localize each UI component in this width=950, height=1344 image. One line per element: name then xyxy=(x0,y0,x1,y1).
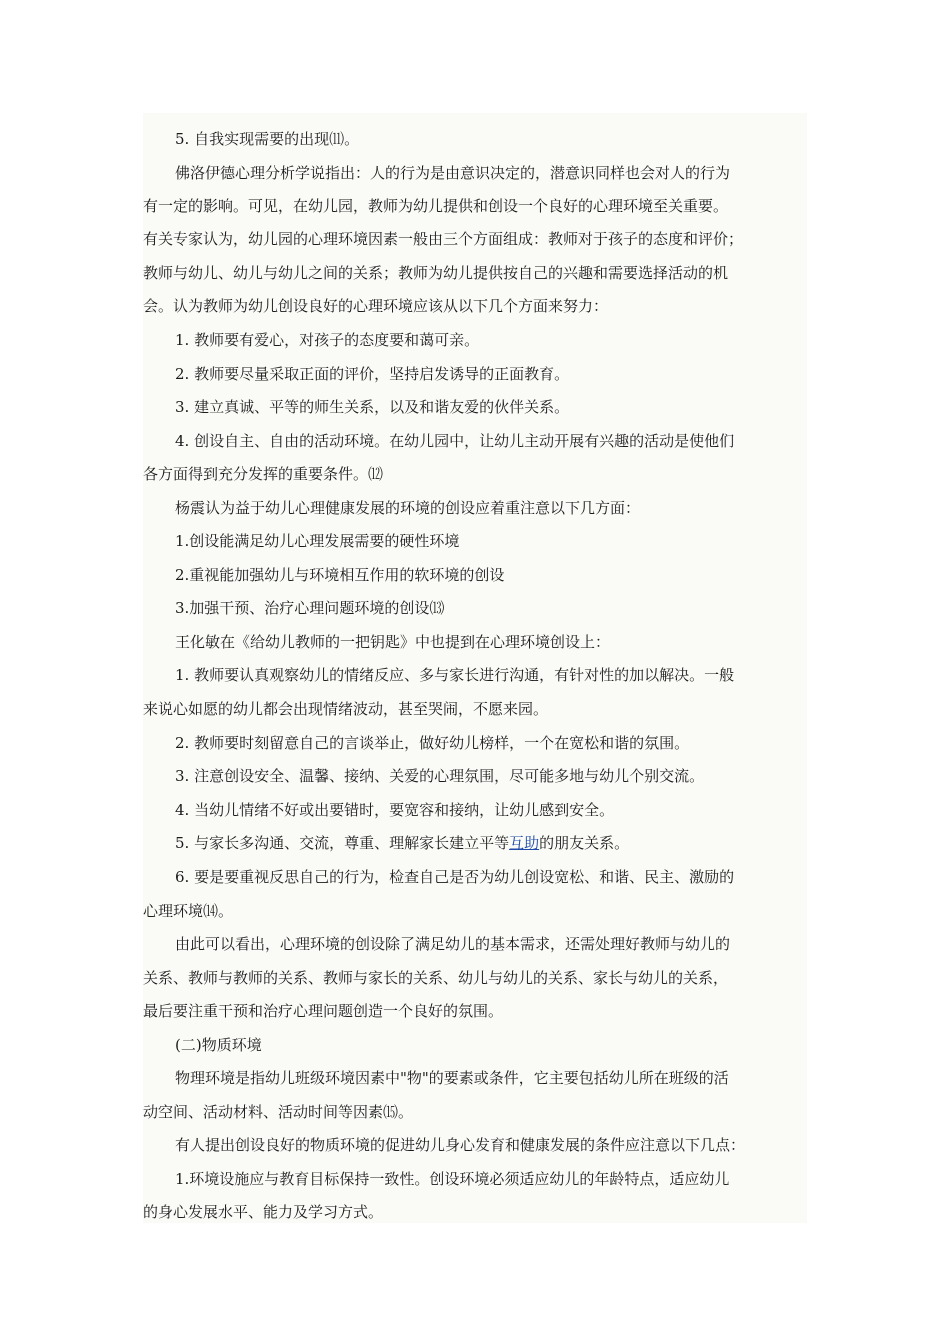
paragraph: 5. 自我实现需要的出现⑾。 xyxy=(175,130,360,148)
section-heading: (二)物质环境 xyxy=(175,1036,262,1054)
list-item-continuation: 心理环境⒁。 xyxy=(143,902,234,920)
list-item: 6. 要是要重视反思自己的行为，检查自己是否为幼儿创设宽松、和谐、民主、激励的 xyxy=(175,868,735,886)
list-item: 2. 教师要时刻留意自己的言谈举止，做好幼儿榜样，一个在宽松和谐的氛围。 xyxy=(175,734,690,752)
document-body xyxy=(143,113,807,1223)
paragraph-line: 由此可以看出，心理环境的创设除了满足幼儿的基本需求，还需处理好教师与幼儿的 xyxy=(175,935,731,953)
list-item xyxy=(175,833,839,853)
list-item: 4. 当幼儿情绪不好或出要错时，要宽容和接纳，让幼儿感到安全。 xyxy=(175,801,615,819)
paragraph-line: 有关专家认为，幼儿园的心理环境因素一般由三个方面组成：教师对于孩子的态度和评价； xyxy=(143,230,744,248)
list-item: 2. 教师要尽量采取正面的评价，坚持启发诱导的正面教育。 xyxy=(175,365,570,383)
list-item: 3.加强干预、治疗心理问题环境的创设⒀ xyxy=(175,599,445,617)
paragraph-line: 教师与幼儿、幼儿与幼儿之间的关系；教师为幼儿提供按自己的兴趣和需要选择活动的机 xyxy=(143,264,729,282)
list-item: 3. 建立真诚、平等的师生关系，以及和谐友爱的伙伴关系。 xyxy=(175,398,570,416)
paragraph-line: 有一定的影响。可见，在幼儿园，教师为幼儿提供和创设一个良好的心理环境至关重要。 xyxy=(143,197,729,215)
list-item-continuation: 的身心发展水平、能力及学习方式。 xyxy=(143,1203,384,1221)
paragraph: 有人提出创设良好的物质环境的促进幼儿身心发育和健康发展的条件应注意以下几点： xyxy=(175,1136,746,1154)
list-item-text: 5. 与家长多沟通、交流，尊重、理解家长建立平等 xyxy=(175,834,510,852)
paragraph: 杨震认为益于幼儿心理健康发展的环境的创设应着重注意以下几方面： xyxy=(175,499,641,517)
list-item: 3. 注意创设安全、温馨、接纳、关爱的心理氛围，尽可能多地与幼儿个别交流。 xyxy=(175,767,705,785)
paragraph-line: 物理环境是指幼儿班级环境因素中"物"的要素或条件，它主要包括幼儿所在班级的活 xyxy=(175,1069,729,1087)
list-item: 1. 教师要有爱心，对孩子的态度要和蔼可亲。 xyxy=(175,331,480,349)
paragraph-line: 动空间、活动材料、活动时间等因素⒂。 xyxy=(143,1103,414,1121)
mutual-help-link[interactable]: 互助 xyxy=(509,834,540,852)
list-item-text: 的朋友关系。 xyxy=(539,834,630,852)
paragraph-line: 佛洛伊德心理分析学说指出：人的行为是由意识决定的，潜意识同样也会对人的行为 xyxy=(175,164,731,182)
list-item: 1.环境设施应与教育目标保持一致性。创设环境必须适应幼儿的年龄特点，适应幼儿 xyxy=(175,1170,730,1188)
list-item: 4. 创设自主、自由的活动环境。在幼儿园中，让幼儿主动开展有兴趣的活动是使他们 xyxy=(175,432,735,450)
list-item: 1.创设能满足幼儿心理发展需要的硬性环境 xyxy=(175,532,460,550)
paragraph-line: 会。认为教师为幼儿创设良好的心理环境应该从以下几个方面来努力： xyxy=(143,297,609,315)
paragraph-line: 关系、教师与教师的关系、教师与家长的关系、幼儿与幼儿的关系、家长与幼儿的关系， xyxy=(143,969,729,987)
list-item: 2.重视能加强幼儿与环境相互作用的软环境的创设 xyxy=(175,566,505,584)
list-item: 1. 教师要认真观察幼儿的情绪反应、多与家长进行沟通，有针对性的加以解决。一般 xyxy=(175,666,735,684)
list-item-continuation: 各方面得到充分发挥的重要条件。⑿ xyxy=(143,465,384,483)
paragraph-line: 最后要注重干预和治疗心理问题创造一个良好的氛围。 xyxy=(143,1002,504,1020)
list-item-continuation: 来说心如愿的幼儿都会出现情绪波动，甚至哭闹，不愿来园。 xyxy=(143,700,549,718)
paragraph: 王化敏在《给幼儿教师的一把钥匙》中也提到在心理环境创设上： xyxy=(175,633,611,651)
